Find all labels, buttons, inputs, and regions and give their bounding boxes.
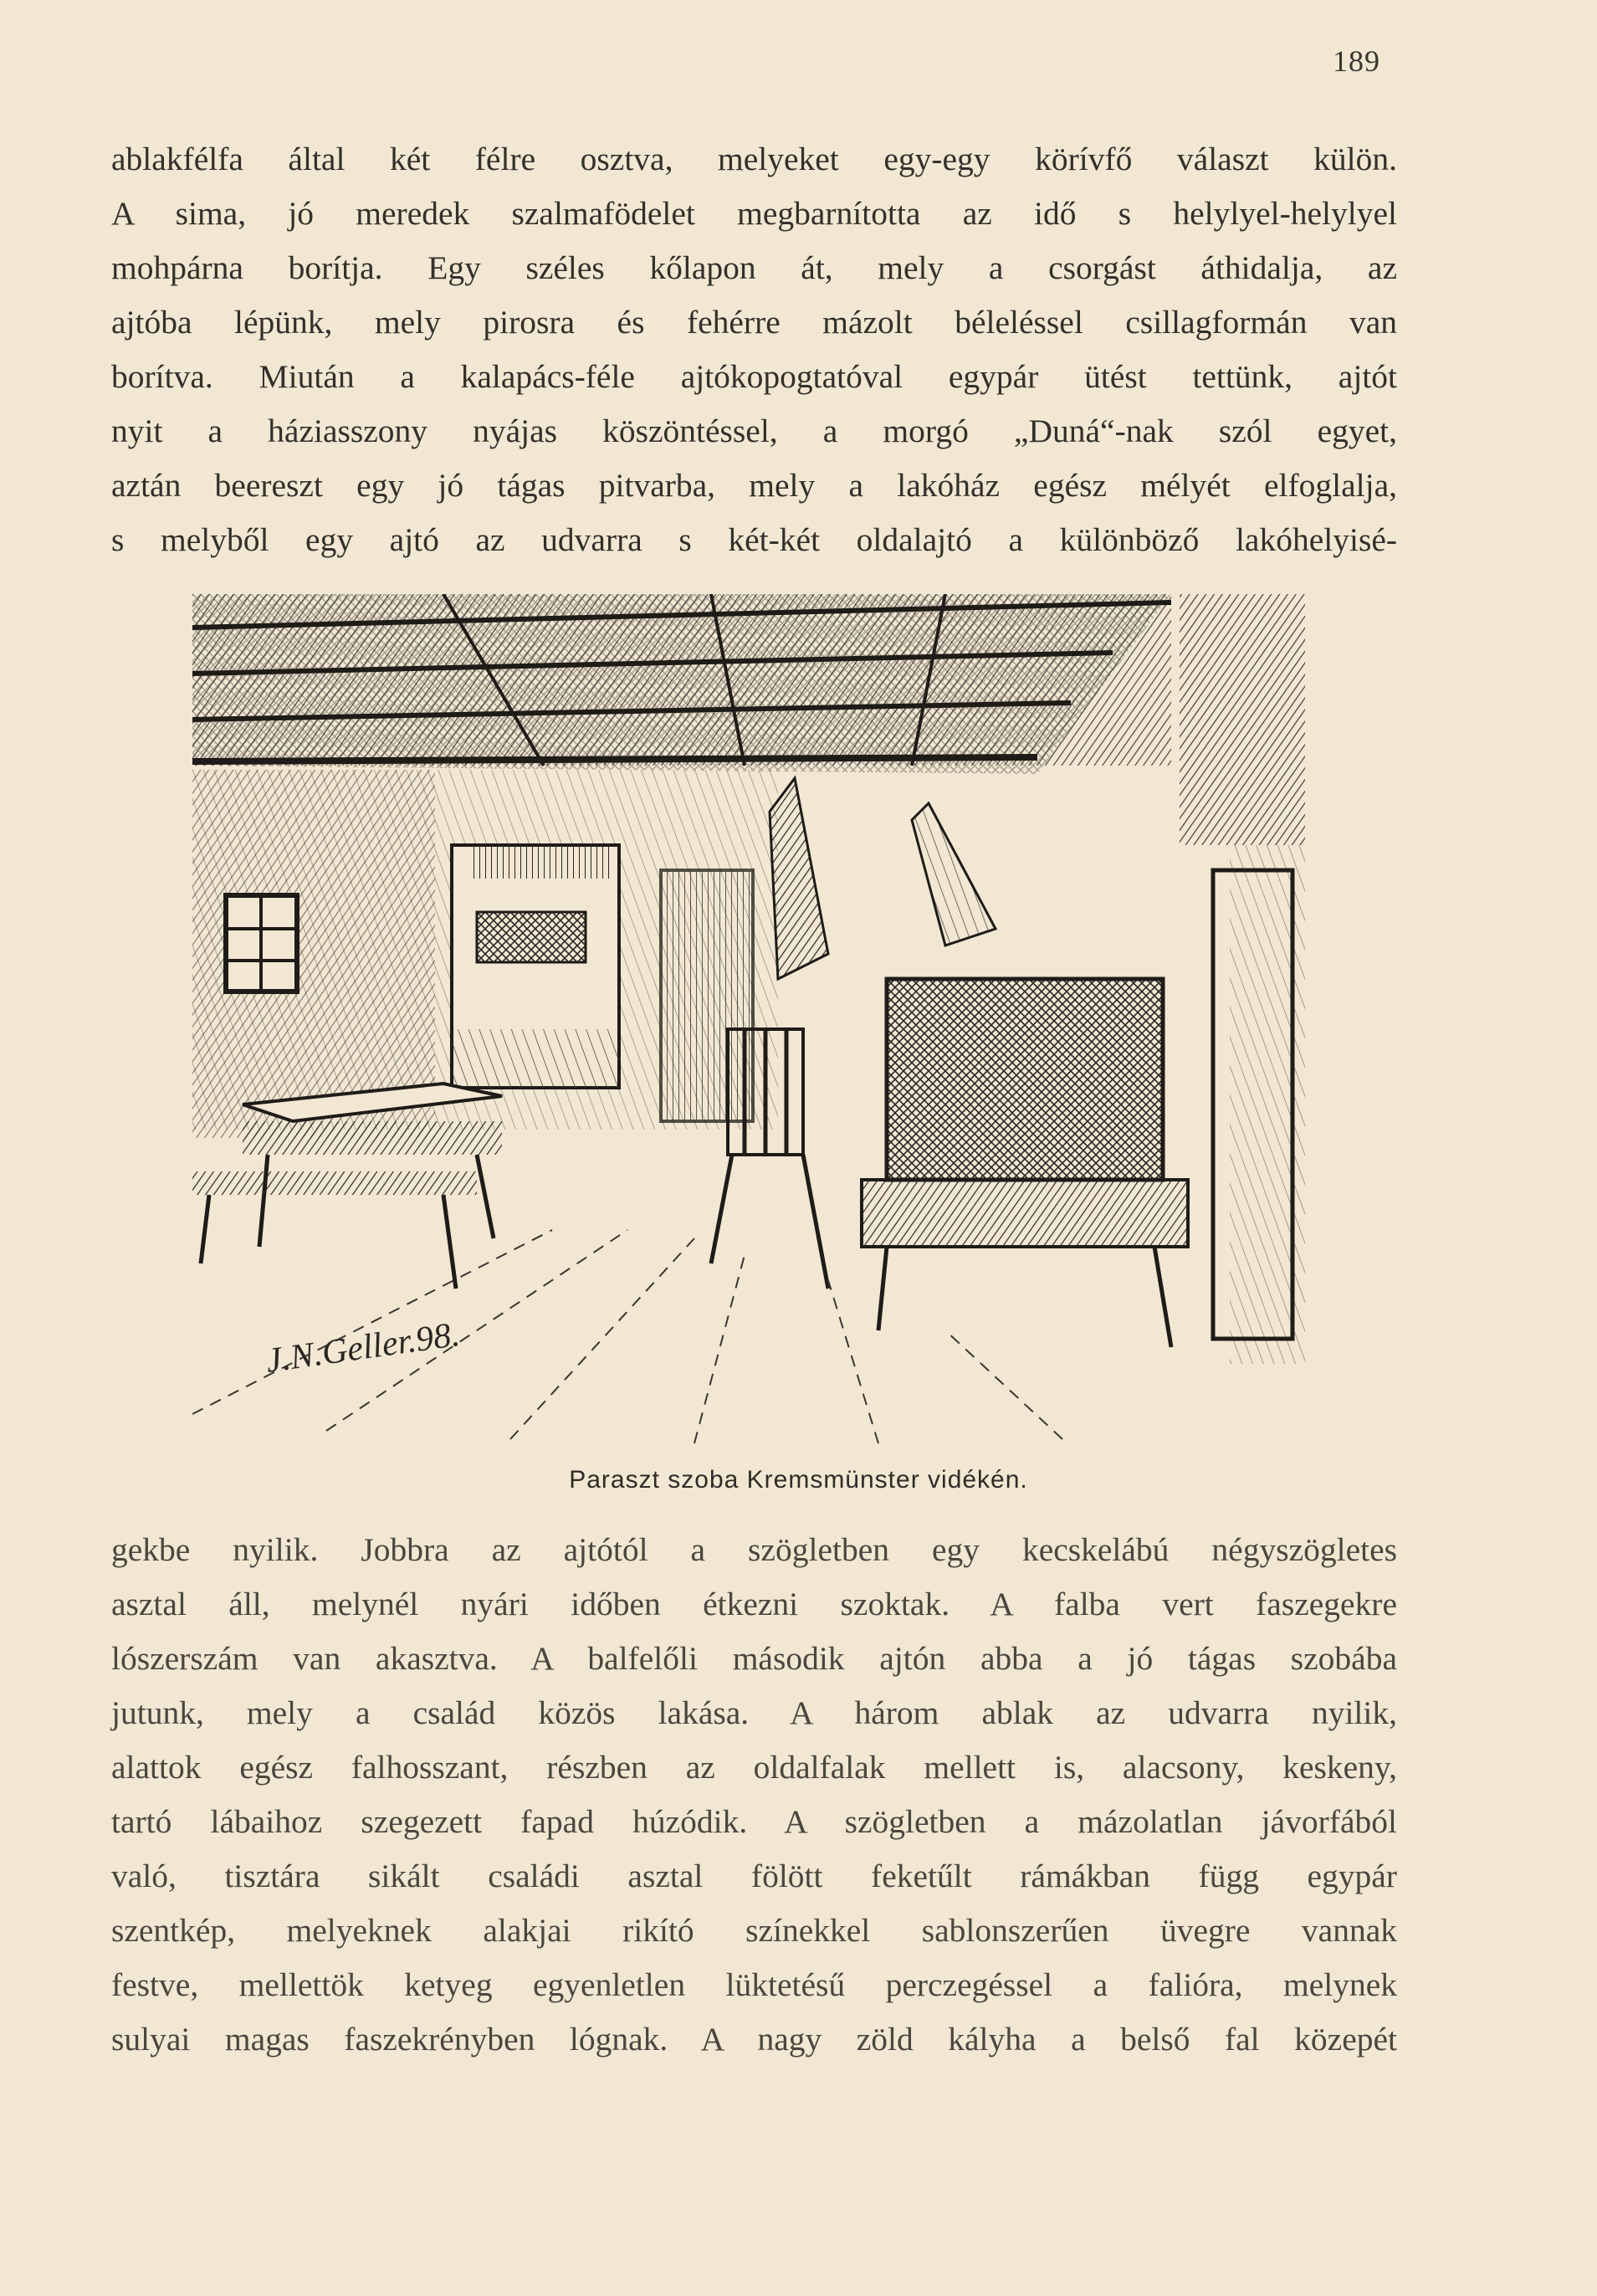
text-line: jutunk, mely a család közös lakása. A három ablak az udvarra nyilik, <box>111 1694 1397 1731</box>
peasant-room-illustration <box>192 594 1305 1448</box>
text-line: sulyai magas faszekrényben lógnak. A nagy zöld kályha a belső fal közepét <box>111 2021 1397 2058</box>
text-line: asztal áll, melynél nyári időben étkezni szoktak. A falba vert faszegekre <box>111 1586 1397 1622</box>
hanging-cloths <box>770 778 996 979</box>
text-line: festve, mellettök ketyeg egyenletlen lüktetésű perczegéssel a falióra, melynek <box>111 1966 1397 2003</box>
text-line: való, tisztára sikált családi asztal fölött feketűlt rámákban függ egypár <box>111 1858 1397 1894</box>
stove <box>452 845 619 1088</box>
text-line: borítva. Miután a kalapács-féle ajtókopogtatóval egypár ütést tettünk, ajtót <box>111 358 1397 395</box>
text-line: gekbe nyilik. Jobbra az ajtótól a szögletben egy kecskelábú négyszögletes <box>111 1531 1397 1568</box>
text-line: lószerszám van akasztva. A balfelőli második ajtón abba a jó tágas szobába <box>111 1640 1397 1677</box>
artist-signature: J.N.Geller.98. <box>263 1315 463 1381</box>
illustration-caption: Paraszt szoba Kremsmünster vidékén. <box>569 1466 1028 1494</box>
text-line: aztán beereszt egy jó tágas pitvarba, mely a lakóház egész mélyét elfoglalja, <box>111 467 1397 504</box>
text-line: A sima, jó meredek szalmafödelet megbarnította az idő s helylyel-helylyel <box>111 195 1397 232</box>
paragraph-top <box>111 132 1397 567</box>
text-line: s melyből egy ajtó az udvarra s két-két oldalajtó a különböző lakóhelyisé- <box>111 521 1397 558</box>
text-line: nyit a háziasszony nyájas köszöntéssel, a morgó „Duná“-nak szól egyet, <box>111 413 1397 449</box>
text-line: tartó lábaihoz szegezett fapad húzódik. A szögletben a mázolatlan jávorfából <box>111 1803 1397 1840</box>
text-line: szentkép, melyeknek alakjai rikító színekkel sablonszerűen üvegre vannak <box>111 1912 1397 1949</box>
text-line: ablakfélfa által két félre osztva, melyeket egy-egy körívfő választ külön. <box>111 141 1397 177</box>
ceiling-beams <box>192 594 1171 774</box>
window <box>226 895 297 992</box>
page-number: 189 <box>1333 44 1380 78</box>
paragraph-bottom <box>111 1523 1397 2067</box>
text-line: ajtóba lépünk, mely pirosra és fehérre mázolt béleléssel csillagformán van <box>111 304 1397 341</box>
text-line: mohpárna borítja. Egy széles kőlapon át, mely a csorgást áthidalja, az <box>111 249 1397 286</box>
chest <box>862 979 1188 1347</box>
back-door <box>661 870 753 1121</box>
text-line: alattok egész falhosszant, részben az oldalfalak mellett is, alacsony, keskeny, <box>111 1749 1397 1786</box>
